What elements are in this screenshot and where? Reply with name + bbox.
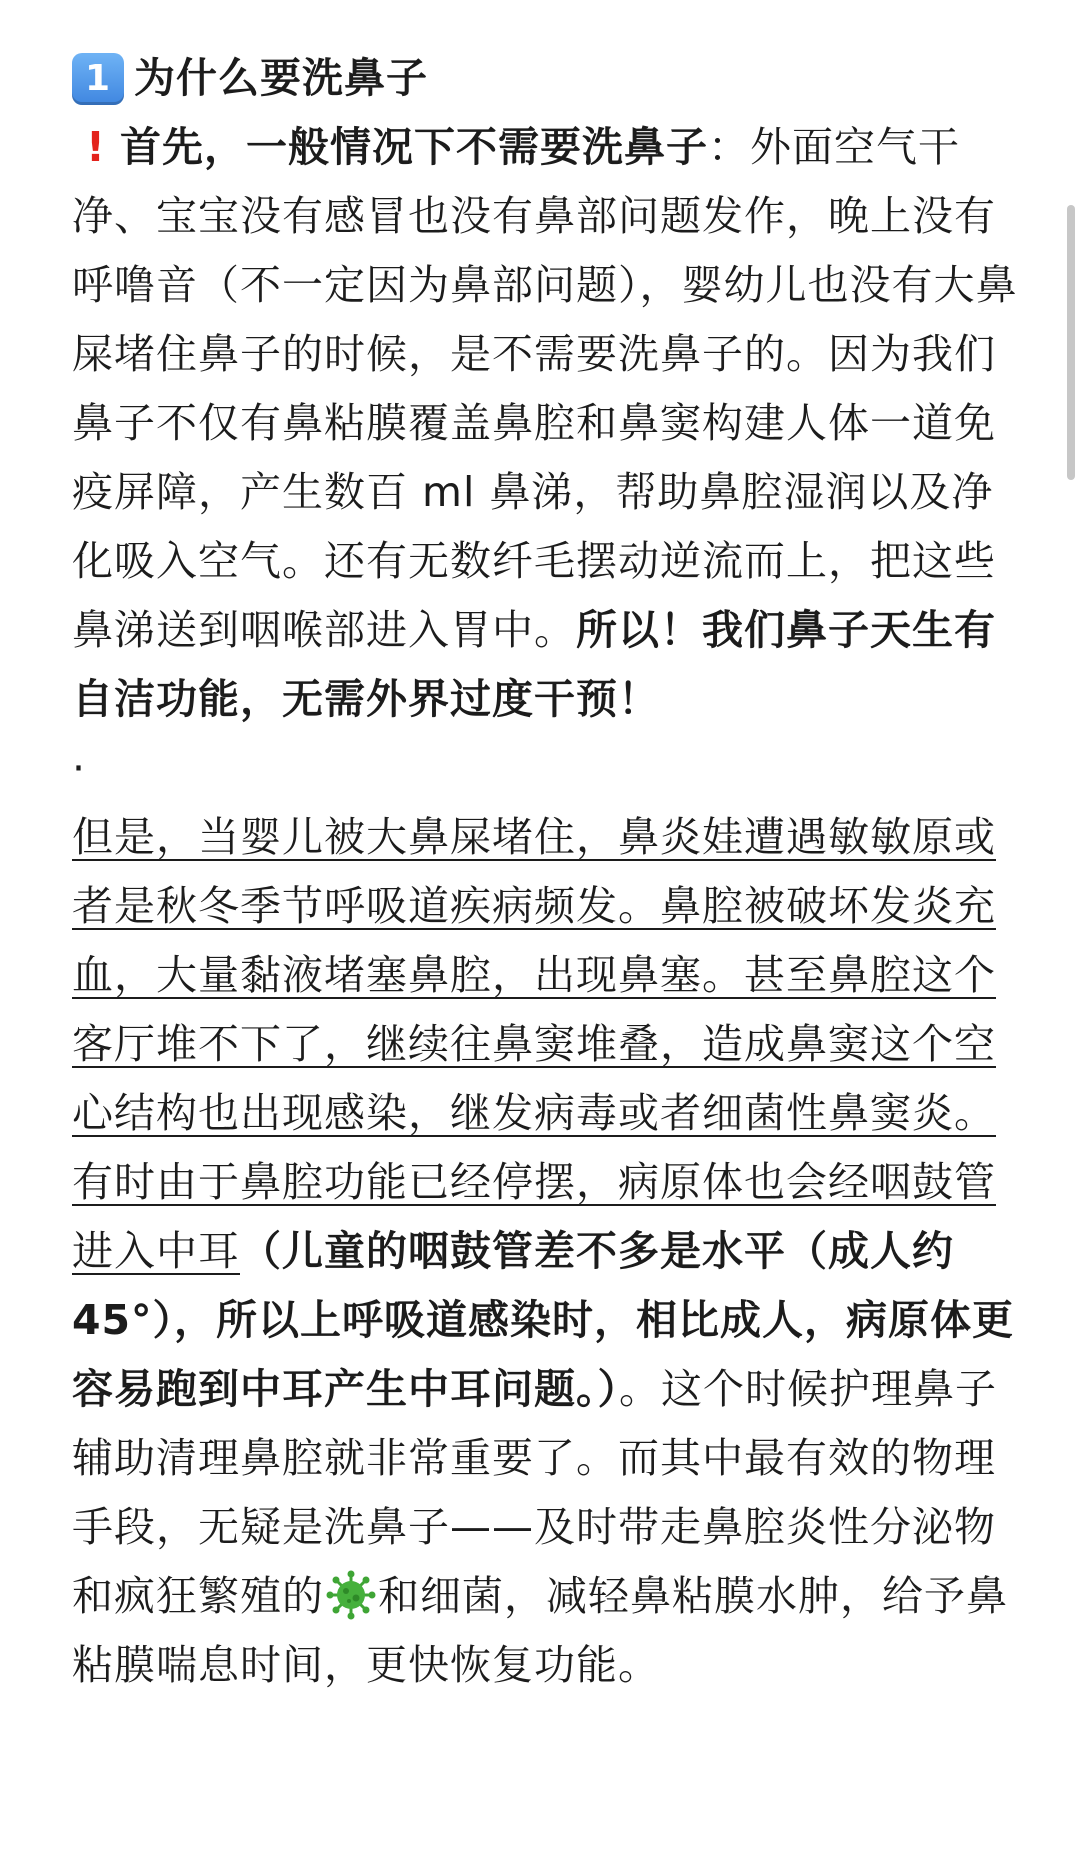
separator-dot: · bbox=[72, 744, 87, 792]
keycap-number-icon: 1 bbox=[72, 53, 124, 105]
section-title-text: 为什么要洗鼻子 bbox=[134, 54, 428, 102]
main-text-before-icon: 。这个时候护理鼻子辅助清理鼻腔就非常重要了。而其中最有效的物理手段，无疑是洗鼻子——及时带走鼻腔炎性分泌物和疯狂繁殖的 bbox=[72, 1365, 997, 1620]
section-title bbox=[72, 44, 1032, 113]
main-text-after-icon: 和细菌，减轻鼻粘膜水肿，给予鼻粘膜喘息时间，更快恢复功能。 bbox=[72, 1572, 1008, 1689]
paragraph-intro bbox=[72, 113, 1032, 734]
paragraph-main bbox=[72, 803, 1032, 1700]
scrollbar[interactable] bbox=[1067, 205, 1075, 480]
exclamation-icon: ! bbox=[86, 123, 106, 171]
virus-icon bbox=[326, 1570, 376, 1620]
intro-bold-lead: 首先，一般情况下不需要洗鼻子 bbox=[120, 123, 708, 171]
intro-bold-tail: 所以！我们鼻子天生有自洁功能，无需外界过度干预！ bbox=[72, 606, 996, 723]
intro-text: ：外面空气干净、宝宝没有感冒也没有鼻部问题发作，晚上没有呼噜音（不一定因为鼻部问题），婴幼儿也没有大鼻屎堵住鼻子的时候，是不需要洗鼻子的。因为我们鼻子不仅有鼻粘膜覆盖鼻腔和鼻窦构建人体一道免疫屏障，产生数百 ml 鼻涕，帮助鼻腔湿润以及净化吸入空气。还有无数纤毛摆动逆流而上，把这些鼻涕送到咽喉部进入胃中。 bbox=[72, 123, 1018, 654]
article-body bbox=[72, 44, 1032, 1700]
main-bold-parenthetical: （儿童的咽鼓管差不多是水平（成人约45°），所以上呼吸道感染时，相比成人，病原体更容易跑到中耳产生中耳问题。） bbox=[72, 1227, 1015, 1413]
main-underlined-text: 但是，当婴儿被大鼻屎堵住，鼻炎娃遭遇敏敏原或者是秋冬季节呼吸道疾病频发。鼻腔被破坏发炎充血，大量黏液堵塞鼻腔，出现鼻塞。甚至鼻腔这个客厅堆不下了，继续往鼻窦堆叠，造成鼻窦这个空心结构也出现感染，继发病毒或者细菌性鼻窦炎。有时由于鼻腔功能已经停摆，病原体也会经咽鼓管进入中耳 bbox=[72, 813, 996, 1275]
